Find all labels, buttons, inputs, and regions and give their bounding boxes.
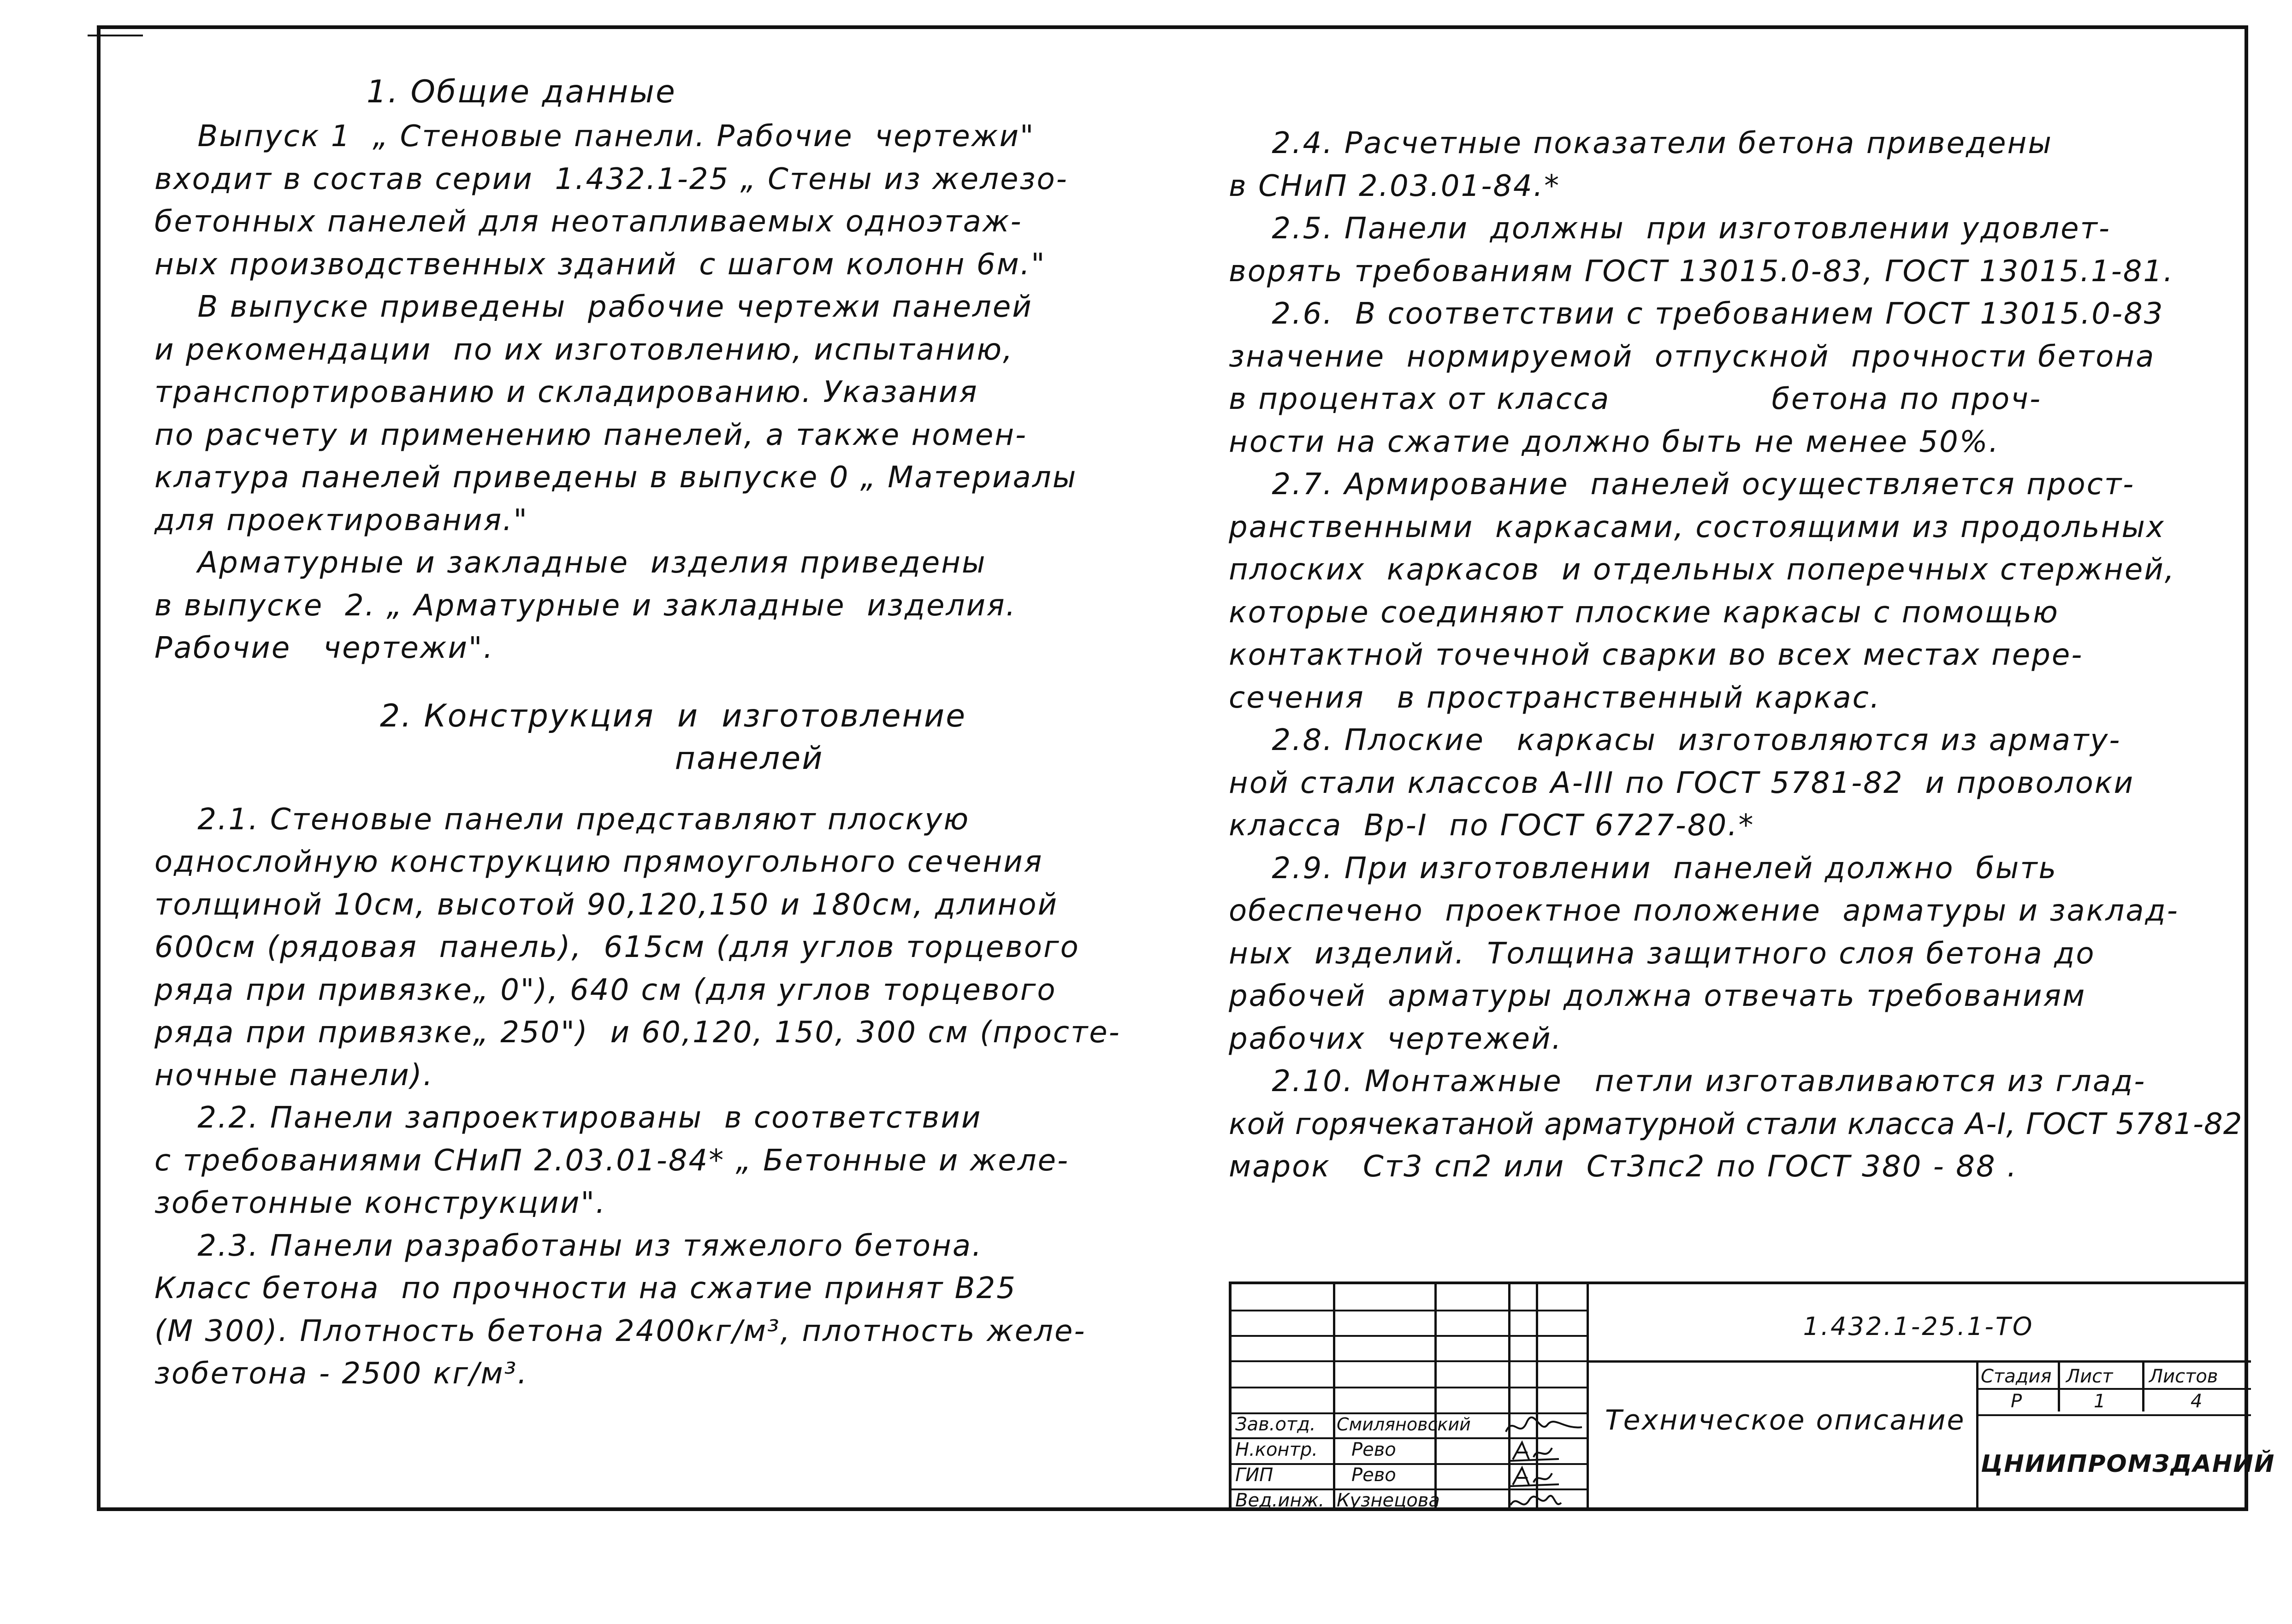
- text-line: 2.1. Стеновые панели представляют плоскую: [154, 802, 970, 837]
- title-block: [1229, 1281, 2275, 1511]
- grid-line: [1232, 1387, 1587, 1388]
- text-line: толщиной 10см, высотой 90,120,150 и 180см, длиной: [154, 887, 1059, 922]
- text-line: класса Вр-I по ГОСТ 6727-80.*: [1229, 809, 1755, 843]
- document-code: 1.432.1-25.1-ТО: [1803, 1312, 2034, 1341]
- text-line: 2.5. Панели должны при изготовлении удовлет-: [1229, 212, 2111, 246]
- text-line: Арматурные и закладные изделия приведены: [154, 546, 987, 580]
- text-line: по расчету и применению панелей, а также номен-: [154, 418, 1028, 452]
- text-line: ных изделий. Толщина защитного слоя бетона до: [1229, 936, 2096, 971]
- text-line: ных производственных зданий с шагом колонн 6м.": [154, 247, 1046, 282]
- text-line: зобетона - 2500 кг/м³.: [154, 1357, 528, 1391]
- signature-mark: [1508, 1489, 1564, 1514]
- text-line: 2.7. Армирование панелей осуществляется прост-: [1229, 467, 2135, 502]
- name-label: Кузнецова: [1337, 1490, 1440, 1511]
- text-line: 2.4. Расчетные показатели бетона приведены: [1229, 126, 2053, 160]
- text-line: 2.10. Монтажные петли изготавливаются из глад-: [1229, 1064, 2146, 1098]
- text-line: рабочей арматуры должна отвечать требованиям: [1229, 979, 2086, 1013]
- text-line: ряда при привязке„ 0"), 640 см (для углов торцевого: [154, 973, 1057, 1007]
- text-line: Рабочие чертежи".: [154, 631, 494, 665]
- section-2-body: [154, 798, 1192, 1395]
- text-line: 2.8. Плоские каркасы изготовляются из армату-: [1229, 723, 2121, 757]
- grid-line: [1232, 1335, 1587, 1337]
- left-column: [154, 69, 1192, 1395]
- name-label: Рево: [1351, 1439, 1396, 1460]
- role-label: Зав.отд.: [1235, 1414, 1316, 1435]
- sheet-value: 1: [2094, 1391, 2106, 1412]
- text-line: и рекомендации по их изготовлению, испытанию,: [154, 332, 1014, 367]
- role-label: Вед.инж.: [1235, 1490, 1325, 1511]
- role-label: Н.контр.: [1235, 1439, 1318, 1460]
- organization: ЦНИИПРОМЗДАНИЙ: [1981, 1450, 2275, 1478]
- signature-mark: [1508, 1464, 1564, 1489]
- text-line: В выпуске приведены рабочие чертежи панелей: [154, 290, 1033, 324]
- text-line: ранственными каркасами, состоящими из продольных: [1229, 510, 2165, 544]
- grid-line: [1976, 1360, 1978, 1511]
- text-line: ночные панели).: [154, 1058, 434, 1093]
- grid-line: [1434, 1284, 1437, 1511]
- name-label: Смиляновский: [1337, 1414, 1471, 1435]
- text-line: в процентах от класса бетона по проч-: [1229, 382, 2042, 416]
- grid-line: [2058, 1360, 2060, 1411]
- text-line: (М 300). Плотность бетона 2400кг/м³, плотность желе-: [154, 1314, 1086, 1348]
- sheet-header: Лист: [2066, 1366, 2113, 1387]
- stage-header: Стадия: [1981, 1366, 2052, 1387]
- section-2-heading: 2. Конструкция и изготовление: [379, 697, 967, 734]
- text-line: ворять требованиям ГОСТ 13015.0-83, ГОСТ 13015.1-81.: [1229, 254, 2174, 289]
- role-label: ГИП: [1235, 1465, 1273, 1486]
- text-line: однослойную конструкцию прямоугольного сечения: [154, 845, 1043, 879]
- text-line: ности на сжатие должно быть не менее 50%.: [1229, 425, 2000, 459]
- text-line: плоских каркасов и отдельных поперечных стержней,: [1229, 553, 2176, 587]
- text-line: в выпуске 2. „ Арматурные и закладные изделия.: [154, 588, 1017, 623]
- document-title: Техническое описание: [1605, 1404, 1966, 1436]
- text-line: в СНиП 2.03.01-84.*: [1229, 169, 1561, 203]
- text-line: с требованиями СНиП 2.03.01-84* „ Бетонные и желе-: [154, 1143, 1070, 1178]
- sheets-header: Листов: [2149, 1366, 2218, 1387]
- text-line: сечения в пространственный каркас.: [1229, 680, 1881, 715]
- text-line: кой горячекатаной арматурной стали класса А-I, ГОСТ 5781-82: [1229, 1107, 2243, 1141]
- text-line: 2.2. Панели запроектированы в соответствии: [154, 1101, 982, 1135]
- text-line: Выпуск 1 „ Стеновые панели. Рабочие чертежи": [154, 119, 1035, 154]
- text-line: для проектирования.": [154, 503, 528, 537]
- signature-mark: [1504, 1413, 1587, 1441]
- text-line: ной стали классов А-III по ГОСТ 5781-82 и проволоки: [1229, 766, 2135, 800]
- right-column: [1229, 122, 2243, 1188]
- grid-line: [1333, 1284, 1335, 1511]
- text-line: марок Ст3 сп2 или Ст3пс2 по ГОСТ 380 - 88 .: [1229, 1150, 2018, 1184]
- text-line: входит в состав серии 1.432.1-25 „ Стены из железо-: [154, 162, 1068, 196]
- text-line: транспортированию и складированию. Указания: [154, 375, 978, 409]
- text-line: которые соединяют плоские каркасы с помощью: [1229, 595, 2059, 630]
- name-label: Рево: [1351, 1465, 1396, 1486]
- text-line: контактной точечной сварки во всех местах пере-: [1229, 638, 2084, 672]
- sheets-value: 4: [2191, 1391, 2203, 1412]
- section-2-heading-cont: панелей: [675, 740, 824, 777]
- section-1-heading: 1. Общие данные: [367, 74, 676, 110]
- text-line: 2.3. Панели разработаны из тяжелого бетона.: [154, 1228, 983, 1263]
- grid-line: [1232, 1310, 1587, 1311]
- text-line: ряда при привязке„ 250") и 60,120, 150, 300 см (просте-: [154, 1016, 1121, 1050]
- signature-mark: [1508, 1439, 1564, 1464]
- grid-line: [1976, 1388, 2251, 1390]
- text-line: 2.6. В соответствии с требованием ГОСТ 13015.0-83: [1229, 297, 2164, 331]
- stage-value: Р: [2011, 1391, 2022, 1412]
- grid-line: [1587, 1360, 2251, 1363]
- text-line: значение нормируемой отпускной прочности бетона: [1229, 339, 2156, 374]
- text-line: клатура панелей приведены в выпуске 0 „ Материалы: [154, 461, 1078, 495]
- text-line: 2.9. При изготовлении панелей должно быть: [1229, 851, 2058, 886]
- text-line: Класс бетона по прочности на сжатие принят В25: [154, 1271, 1017, 1305]
- text-line: обеспечено проектное положение арматуры и заклад-: [1229, 894, 2179, 928]
- text-line: зобетонные конструкции".: [154, 1186, 607, 1220]
- text-line: рабочих чертежей.: [1229, 1022, 1563, 1056]
- grid-line: [1976, 1414, 2251, 1416]
- text-line: бетонных панелей для неотапливаемых одноэтаж-: [154, 205, 1023, 239]
- section-1-body: [154, 115, 1192, 670]
- grid-line: [2142, 1360, 2144, 1411]
- text-line: 600см (рядовая панель), 615см (для углов торцевого: [154, 930, 1080, 964]
- grid-line: [1232, 1360, 1587, 1362]
